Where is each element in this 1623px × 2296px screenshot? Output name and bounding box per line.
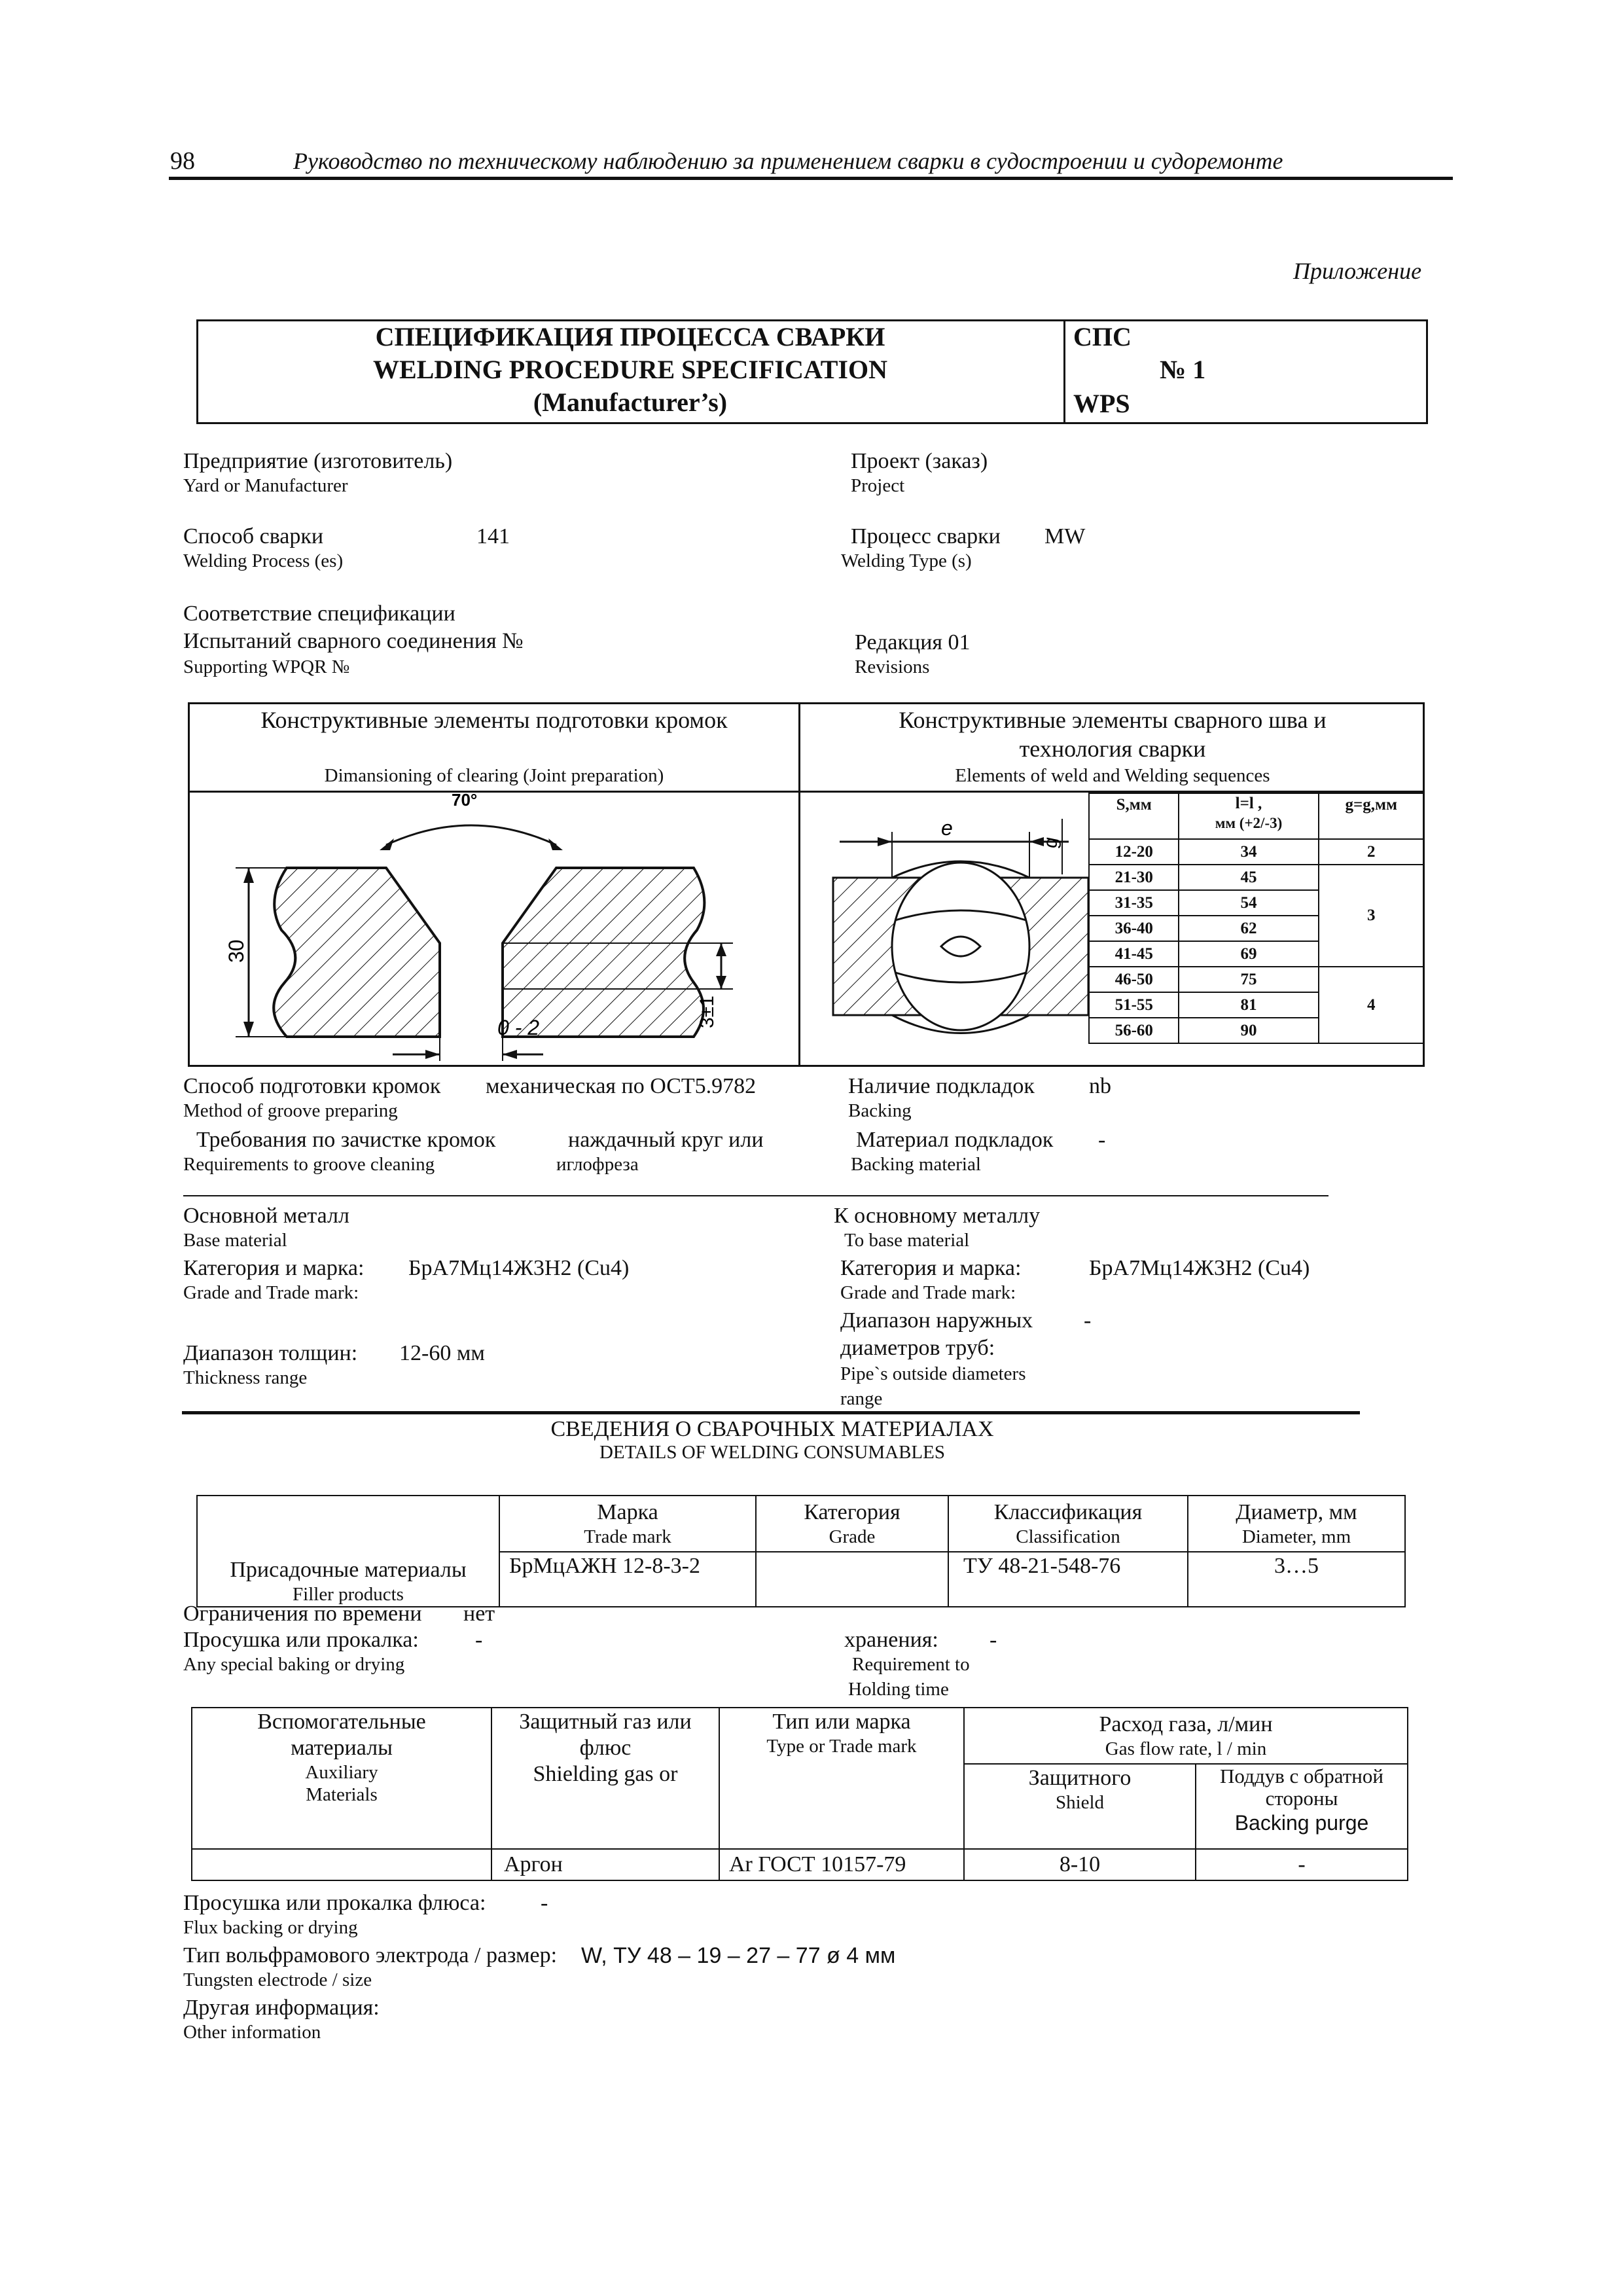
joint-preparation-drawing bbox=[190, 793, 798, 1066]
time-limit-value: нет bbox=[463, 1602, 495, 1626]
grade2-label: Категория и марка: bbox=[840, 1256, 1022, 1280]
project-label-en: Project bbox=[851, 475, 905, 496]
to-base-label: К основному металлу bbox=[834, 1204, 1041, 1228]
flow-label: Расход газа, л/мин Gas flow rate, l / min bbox=[964, 1708, 1408, 1764]
col-g: g=g,мм bbox=[1319, 793, 1424, 839]
title-en: WELDING PROCEDURE SPECIFICATION bbox=[372, 355, 887, 384]
manufacturer-label: Предприятие (изготовитель) bbox=[183, 449, 453, 473]
table-cell: 90 bbox=[1179, 1018, 1318, 1043]
table-cell: 75 bbox=[1179, 967, 1318, 992]
table-cell: 4 bbox=[1319, 967, 1424, 1043]
angle-label: 70° bbox=[452, 793, 478, 810]
pipe-label-1: Диапазон наружных bbox=[840, 1308, 1033, 1333]
manufacturer-label-en: Yard or Manufacturer bbox=[183, 475, 348, 496]
flux-value: - bbox=[541, 1891, 548, 1915]
backing-label-en: Backing bbox=[848, 1100, 912, 1121]
to-base-label-en: To base material bbox=[844, 1230, 970, 1251]
type-label-en: Welding Type (s) bbox=[841, 550, 972, 571]
thickness-value: 12-60 мм bbox=[399, 1341, 485, 1365]
table-cell: 62 bbox=[1179, 916, 1318, 941]
prep-clean-value-2: иглофреза bbox=[556, 1154, 639, 1175]
purge-label: Поддув с обратной стороны Backing purge bbox=[1196, 1764, 1408, 1849]
holding-label-en-2: Holding time bbox=[848, 1679, 949, 1700]
type-label: Процесс сварки bbox=[851, 524, 1001, 548]
consumables-title-en: DETAILS OF WELDING CONSUMABLES bbox=[599, 1442, 945, 1463]
tungsten-value: W, ТУ 48 – 19 – 27 – 77 ø 4 мм bbox=[581, 1943, 896, 1968]
page-number: 98 bbox=[170, 147, 195, 175]
table-cell: 69 bbox=[1179, 941, 1318, 967]
joint-right-header-1: Конструктивные элементы сварного шва и bbox=[899, 707, 1327, 733]
joint-left-header: Конструктивные элементы подготовки кромок bbox=[260, 707, 728, 733]
section-rule bbox=[183, 1195, 1329, 1196]
wps-code-en: WPS bbox=[1073, 389, 1130, 418]
weld-elements-drawing bbox=[800, 793, 1088, 1066]
filler-label: Присадочные материалы Filler products bbox=[197, 1496, 499, 1607]
time-limit-label: Ограничения по времени bbox=[183, 1602, 422, 1626]
table-cell: 41-45 bbox=[1089, 941, 1179, 967]
consumables-title: СВЕДЕНИЯ О СВАРОЧНЫХ МАТЕРИАЛАХ bbox=[550, 1417, 994, 1441]
type-value-cell: Ar ГОСТ 10157-79 bbox=[719, 1849, 964, 1880]
title-sub: (Manufacturer’s) bbox=[533, 387, 728, 417]
col-classification: Классификация Classification bbox=[948, 1496, 1188, 1552]
prep-clean-label-en: Requirements to groove cleaning bbox=[183, 1154, 435, 1175]
pipe-label-en-1: Pipe`s outside diameters bbox=[840, 1363, 1026, 1384]
joint-right-header-2: технология сварки bbox=[1019, 736, 1206, 762]
aux-label: Вспомогательные материалы Auxiliary Materials bbox=[192, 1708, 491, 1849]
g-label: g bbox=[1040, 837, 1061, 848]
grade2-value: БрА7Мц14Ж3Н2 (Cu4) bbox=[1089, 1256, 1310, 1280]
holding-label: хранения: bbox=[844, 1628, 938, 1652]
table-cell: 12-20 bbox=[1089, 839, 1179, 865]
col-diameter: Диаметр, мм Diameter, mm bbox=[1188, 1496, 1405, 1552]
other-info-label: Другая информация: bbox=[183, 1996, 380, 2020]
table-cell: 31-35 bbox=[1089, 890, 1179, 916]
pipe-value: - bbox=[1084, 1308, 1092, 1333]
grade-label-en: Grade and Trade mark: bbox=[183, 1282, 359, 1303]
title-ru: СПЕЦИФИКАЦИЯ ПРОЦЕССА СВАРКИ bbox=[375, 322, 885, 351]
conformity-label: Соответствие спецификации bbox=[183, 601, 455, 626]
table-cell: 51-55 bbox=[1089, 992, 1179, 1018]
table-cell: 3 bbox=[1319, 865, 1424, 967]
gas-label: Защитный газ или флюс Shielding gas or bbox=[491, 1708, 719, 1849]
table-cell: 21-30 bbox=[1089, 865, 1179, 890]
table-cell: 36-40 bbox=[1089, 916, 1179, 941]
filler-table bbox=[196, 1495, 1406, 1607]
purge-value: - bbox=[1196, 1849, 1408, 1880]
thickness-label-en: Thickness range bbox=[183, 1367, 308, 1388]
e-label: e bbox=[941, 816, 953, 840]
backing-value: nb bbox=[1089, 1074, 1111, 1098]
col-trade-mark: Марка Trade mark bbox=[499, 1496, 756, 1552]
revision-label: Редакция 01 bbox=[855, 630, 971, 655]
type-label-cell: Тип или марка Type or Trade mark bbox=[719, 1708, 964, 1849]
holding-label-en-1: Requirement to bbox=[852, 1654, 970, 1675]
table-cell: 2 bbox=[1319, 839, 1424, 865]
backing-mat-label: Материал подкладок bbox=[856, 1128, 1054, 1152]
aux-empty-cell bbox=[192, 1849, 491, 1880]
gas-value: Аргон bbox=[491, 1849, 719, 1880]
baking-label: Просушка или прокалка: bbox=[183, 1628, 419, 1652]
table-cell: 54 bbox=[1179, 890, 1318, 916]
shield-value: 8-10 bbox=[964, 1849, 1196, 1880]
gap-label: 0 - 2 bbox=[497, 1016, 540, 1039]
prep-clean-value: наждачный круг или bbox=[568, 1128, 764, 1152]
weld-size-table bbox=[1088, 793, 1425, 1044]
tungsten-label: Тип вольфрамового электрода / размер: bbox=[183, 1943, 558, 1967]
grade-label: Категория и марка: bbox=[183, 1256, 365, 1280]
title-text bbox=[198, 321, 1062, 419]
thickness-label: Диапазон толщин: bbox=[183, 1341, 358, 1365]
process-value: 141 bbox=[476, 524, 510, 548]
other-info-label-en: Other information bbox=[183, 2022, 321, 2043]
wpqr-label-en: Supporting WPQR № bbox=[183, 656, 350, 677]
header-rule bbox=[169, 177, 1453, 180]
wps-code-ru: СПС bbox=[1073, 322, 1132, 351]
baking-label-en: Any special baking or drying bbox=[183, 1654, 405, 1675]
project-label: Проект (заказ) bbox=[851, 449, 988, 473]
table-cell: 34 bbox=[1179, 839, 1318, 865]
prep-clean-label: Требования по зачистке кромок bbox=[196, 1128, 496, 1152]
type-value: MW bbox=[1044, 524, 1086, 548]
table-cell: 45 bbox=[1179, 865, 1318, 890]
backing-mat-value: - bbox=[1098, 1128, 1106, 1152]
prep-method-label-en: Method of groove preparing bbox=[183, 1100, 398, 1121]
table-cell: 81 bbox=[1179, 992, 1318, 1018]
base-label-en: Base material bbox=[183, 1230, 287, 1251]
process-label-en: Welding Process (es) bbox=[183, 550, 344, 571]
table-cell: 46-50 bbox=[1089, 967, 1179, 992]
grade2-label-en: Grade and Trade mark: bbox=[840, 1282, 1016, 1303]
revision-label-en: Revisions bbox=[855, 656, 930, 677]
process-label: Способ сварки bbox=[183, 524, 324, 548]
prep-method-value: механическая по ОСТ5.9782 bbox=[486, 1074, 757, 1098]
tungsten-label-en: Tungsten electrode / size bbox=[183, 1969, 372, 1990]
table-cell: 56-60 bbox=[1089, 1018, 1179, 1043]
tests-label: Испытаний сварного соединения № bbox=[183, 629, 524, 653]
grade-value: БрА7Мц14Ж3Н2 (Cu4) bbox=[408, 1256, 630, 1280]
joint-left-header-en: Dimansioning of clearing (Joint preparation) bbox=[324, 765, 664, 786]
holding-value: - bbox=[990, 1628, 997, 1652]
pipe-label-en-2: range bbox=[840, 1388, 883, 1409]
wps-number: № 1 bbox=[1160, 355, 1206, 384]
appendix-label: Приложение bbox=[1293, 258, 1422, 284]
joint-right-header-en: Elements of weld and Welding sequences bbox=[955, 765, 1270, 786]
col-grade: Категория Grade bbox=[756, 1496, 948, 1552]
shield-label: Защитного Shield bbox=[964, 1764, 1196, 1849]
title-divider bbox=[1063, 319, 1065, 424]
baking-value: - bbox=[475, 1628, 483, 1652]
base-label: Основной металл bbox=[183, 1204, 349, 1228]
backing-mat-label-en: Backing material bbox=[851, 1154, 981, 1175]
running-title: Руководство по техническому наблюдению за применением сварки в судостроении и судоремонте bbox=[293, 148, 1283, 174]
diameter-value: 3…5 bbox=[1188, 1552, 1405, 1607]
backing-label: Наличие подкладок bbox=[848, 1074, 1035, 1098]
classification-value: ТУ 48-21-548-76 bbox=[948, 1552, 1188, 1607]
aux-table bbox=[191, 1707, 1408, 1881]
flux-label: Просушка или прокалка флюса: bbox=[183, 1891, 486, 1915]
height-label: 30 bbox=[224, 939, 248, 963]
col-l: l=l , мм (+2/-3) bbox=[1179, 793, 1318, 839]
flux-label-en: Flux backing or drying bbox=[183, 1917, 358, 1938]
consumables-rule bbox=[182, 1411, 1360, 1414]
col-s: S,мм bbox=[1089, 793, 1179, 839]
mark-value: БрМцАЖН 12-8-3-2 bbox=[499, 1552, 756, 1607]
root-face-label: 3±1 bbox=[696, 996, 718, 1028]
prep-method-label: Способ подготовки кромок bbox=[183, 1074, 441, 1098]
pipe-label-2: диаметров труб: bbox=[840, 1336, 995, 1360]
grade-value-cell bbox=[756, 1552, 948, 1607]
